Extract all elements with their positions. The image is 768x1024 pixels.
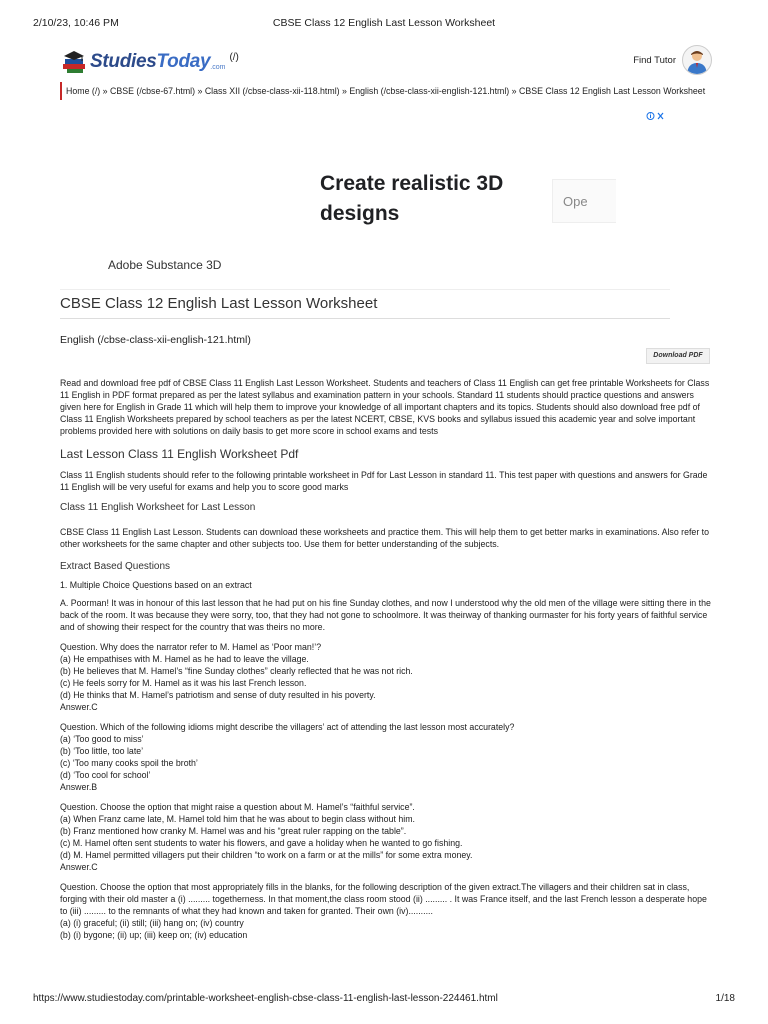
q4-option-a: (a) (i) graceful; (ii) still; (iii) hang on; (iv) country [60, 918, 244, 928]
books-logo-icon [60, 49, 88, 75]
pdf-paragraph: Class 11 English students should refer to the following printable worksheet in Pdf for Last Lesson in standard 11. This test paper with questions and answers for Grade 11 English will be very useful for exams and help you to score good marks [60, 470, 708, 492]
q2-option-b: (b) ‘Too little, too late’ [60, 746, 144, 756]
find-tutor-link[interactable] [633, 45, 712, 75]
ad-choices-icon[interactable] [646, 111, 666, 123]
q2-option-d: (d) ‘Too cool for school’ [60, 770, 151, 780]
find-tutor-label: Find Tutor [633, 54, 676, 66]
worksheet-paragraph: CBSE Class 11 English Last Lesson. Students can download these worksheets and practice them. This will help them to get better marks in examinations. Also refer to other worksheets for the same chapter and other subjects too. Use them for better understanding of the subjects. [60, 527, 710, 549]
ad-open-button[interactable]: Ope [552, 179, 616, 223]
q4-option-b: (b) (i) bygone; (ii) up; (iii) keep on; (iv) education [60, 930, 248, 940]
q3-option-c: (c) M. Hamel often sent students to water his flowers, and gave a holiday when he wanted to go fishing. [60, 838, 463, 848]
article-content [60, 377, 712, 941]
question-2: Question. Which of the following idioms might describe the villagers’ act of attending the last lesson most accurately? [60, 722, 515, 732]
q2-option-c: (c) ‘Too many cooks spoil the broth’ [60, 758, 198, 768]
ad-advertiser[interactable]: Adobe Substance 3D [108, 258, 222, 272]
question-3: Question. Choose the option that might raise a question about M. Hamel’s “faithful service”. [60, 802, 415, 812]
heading-worksheet-pdf: Last Lesson Class 11 English Worksheet Pdf [60, 447, 299, 461]
page-title: CBSE Class 12 English Last Lesson Worksheet [60, 295, 670, 319]
intro-paragraph: Read and download free pdf of CBSE Class 11 English Last Lesson Worksheet. Students and teachers of Class 11 English can get free printable Worksheets for Class 11 English in PDF format prepared as per the latest syllabus and examination pattern in your schools. Standard 11 students should practice questions and answers given here for English in Grade 11 which will help them to improve your knowledge of all important chapters and its topics. Students should also download free pdf of Class 11 English Worksheets prepared by school teachers as per the latest NCERT, CBSE, KVS books and syllabus issued this academic year and solve important problems provided here with solutions on daily basis to get more score in school exams and tests [60, 378, 710, 436]
q3-option-b: (b) Franz mentioned how cranky M. Hamel was and his “great ruler rapping on the table”. [60, 826, 407, 836]
tutor-avatar-icon [682, 45, 712, 75]
question-4: Question. Choose the option that most appropriately fills in the blanks, for the following description of the given extract.The villagers and their children sat in class, forging with their old master a (i) ......... togetherness. In that moment,the class room stood (ii) ......... . It was France itself, and the last French lesson a desperate hope to (iii) ......... to the remnants of what they had known and taken for granted. Their own (iv).......... [60, 882, 707, 916]
q2-option-a: (a) ‘Too good to miss’ [60, 734, 144, 744]
q1-option-a: (a) He empathises with M. Hamel as he had to leave the village. [60, 654, 309, 664]
print-date: 2/10/23, 10:46 PM [33, 17, 119, 29]
heading-worksheet: Class 11 English Worksheet for Last Lesson [60, 502, 256, 513]
download-pdf-button[interactable]: Download PDF [646, 348, 710, 364]
footer-page-number: 1/18 [715, 993, 735, 1004]
q1-option-d: (d) He thinks that M. Hamel’s patriotism and sense of duty resulted in his poverty. [60, 690, 376, 700]
site-logo[interactable] [60, 48, 239, 76]
q1-option-b: (b) He believes that M. Hamel’s “fine Sunday clothes” clearly reflected that he was not rich. [60, 666, 413, 676]
q3-answer: Answer.C [60, 862, 98, 872]
q2-answer: Answer.B [60, 782, 98, 792]
logo-text: StudiesToday [90, 51, 211, 72]
advertisement[interactable] [60, 109, 670, 290]
q1-option-c: (c) He feels sorry for M. Hamel as it was his last French lesson. [60, 678, 307, 688]
question-1: Question. Why does the narrator refer to M. Hamel as ‘Poor man!’? [60, 642, 322, 652]
print-title: CBSE Class 12 English Last Lesson Worksheet [272, 17, 496, 29]
breadcrumb[interactable]: Home (/) » CBSE (/cbse-67.html) » Class XII (/cbse-class-xii-118.html) » English (/cbse-class-xii-english-121.html) » CBSE Class 12 English Last Lesson Worksheet [60, 82, 705, 100]
subject-link[interactable]: English (/cbse-class-xii-english-121.html) [60, 334, 251, 346]
logo-link[interactable]: (/) [229, 51, 239, 63]
heading-extract: Extract Based Questions [60, 561, 171, 572]
footer-url: https://www.studiestoday.com/printable-worksheet-english-cbse-class-11-english-last-lesson-224461.html [33, 993, 498, 1004]
ad-headline[interactable]: Create realistic 3D designs [320, 172, 504, 225]
q3-option-a: (a) When Franz came late, M. Hamel told him that he was about to begin class without him. [60, 814, 415, 824]
mcq-heading: 1. Multiple Choice Questions based on an extract [60, 580, 252, 590]
q3-option-d: (d) M. Hamel permitted villagers put their children “to work on a farm or at the mills” for some extra money. [60, 850, 473, 860]
logo-com: .com [210, 63, 226, 71]
q1-answer: Answer.C [60, 702, 98, 712]
extract-passage: A. Poorman! It was in honour of this last lesson that he had put on his fine Sunday clothes, and now I understood why the old men of the village were sitting there in the back of the room. It was because they were sorry, too, that they had not gone to schoolmore. It was theirway of thanking ourmaster for his forty years of faithful service and of showing their respect for the country that was theirs no more. [60, 598, 711, 632]
